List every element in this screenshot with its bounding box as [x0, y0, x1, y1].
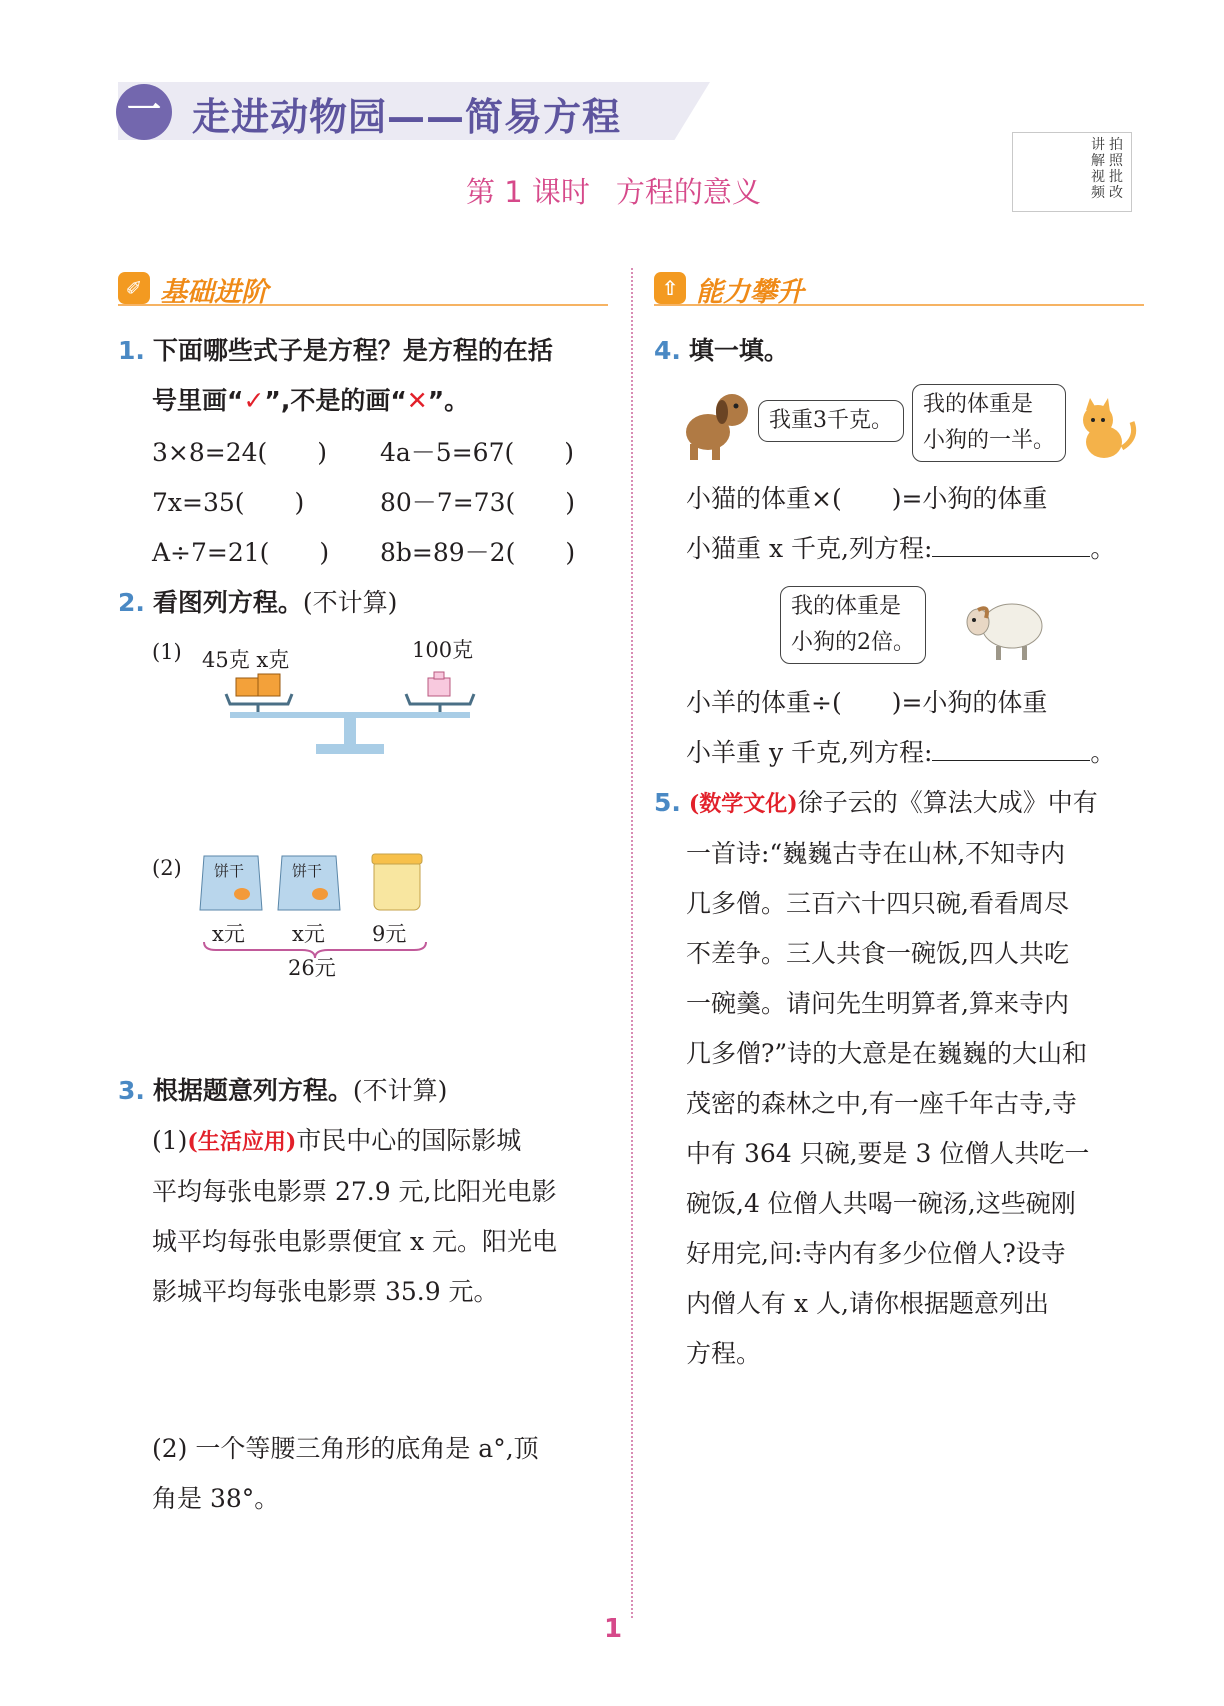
unit-title: 走进动物园——简易方程 [192, 95, 622, 139]
life-application-tag: (生活应用) [187, 1129, 297, 1155]
section-underline [654, 304, 1144, 306]
dog-speech-bubble: 我重3千克。 [758, 400, 904, 442]
sheep-icon [962, 594, 1046, 664]
question-4: 4. 填一填。 [654, 336, 789, 365]
q1-prompt-line1: 下面哪些式子是方程？是方程的在括 [152, 336, 553, 365]
check-mark-icon: ✓ [243, 386, 265, 415]
q1-item: 80－7=73( ) [380, 488, 575, 517]
column-divider [631, 268, 633, 1618]
section-title-basic: 基础进阶 [160, 277, 268, 308]
question-1 [118, 326, 618, 426]
runner-icon: ✐ [118, 272, 150, 304]
q1-item: A÷7=21( ) [152, 538, 330, 567]
total-label: 26元 [288, 956, 336, 980]
unit-number-badge: 一 [116, 84, 172, 140]
bag-label: 饼干 [292, 862, 323, 880]
cross-mark-icon: ✕ [406, 386, 428, 415]
answer-blank[interactable] [932, 530, 1090, 557]
q1-prompt-line2: 号里画“✓”,不是的画“✕”。 [152, 386, 470, 415]
page-number: 1 [604, 1614, 623, 1644]
climb-icon: ⇧ [654, 272, 686, 304]
bag-label: 饼干 [214, 862, 245, 880]
q3-part1: (1)(生活应用)市民中心的国际影城 平均每张电影票 27.9 元,比阳光电影 城平均每张电影票便宜 x 元。阳光电 影城平均每张电影票 35.9 元。 [152, 1126, 557, 1306]
price-label: x元 [212, 922, 245, 946]
question-2: 2. 看图列方程。(不计算) [118, 588, 398, 617]
math-culture-tag: (数学文化) [688, 791, 798, 817]
price-label: 9元 [372, 922, 407, 946]
dog-icon [678, 388, 754, 462]
answer-blank[interactable] [932, 734, 1090, 761]
qr-code-box[interactable] [1012, 132, 1132, 212]
balance-scale-illustration [220, 664, 480, 760]
q3-part2: (2) 一个等腰三角形的底角是 a°,顶 角是 38°。 [152, 1434, 539, 1513]
question-5: 5. (数学文化)徐子云的《算法大成》中有 一首诗:“巍巍古寺在山林,不知寺内 几多僧。三百六十四只碗,看看周尽 不差争。三人共食一碗饭,四人共吃 一碗羹。请问先生明算者,算来寺内 几多僧?”诗的大意是在巍巍的大山和 茂密的森林之中,有一座千年古寺,寺 中有 364 只碗,要是 3 位僧人共吃一 碗饭,4 位僧人共喝一碗汤,这些碗刚 好用完,问:寺内有多少位僧人?设寺 内僧人有 x 人,请你根据题意列出 方程。 [654, 788, 1098, 1368]
q2-part1-label: (1) [152, 640, 182, 664]
balance-right-label: 100克 [412, 638, 474, 662]
cat-speech-bubble: 我的体重是 小狗的一半。 [912, 384, 1066, 462]
q4-line4: 小羊重 y 千克,列方程: 。 [686, 728, 1115, 778]
q1-item: 3×8=24( ) [152, 438, 328, 467]
q1-item: 8b=89－2( ) [380, 538, 576, 567]
q4-line1: 小猫的体重×( )=小狗的体重 [686, 484, 1048, 513]
section-underline [118, 304, 608, 306]
lesson-name: 方程的意义 [615, 175, 761, 209]
price-label: x元 [292, 922, 325, 946]
q4-line2: 小猫重 x 千克,列方程: 。 [686, 524, 1115, 574]
balance-left-label: 45克 x克 [202, 648, 290, 672]
q1-item: 4a－5=67( ) [380, 438, 574, 467]
cat-icon [1074, 398, 1140, 462]
q2-part2-label: (2) [152, 856, 182, 880]
section-title-advanced: 能力攀升 [696, 277, 804, 308]
question-number: 1. [118, 336, 145, 365]
question-3: 3. 根据题意列方程。(不计算) [118, 1076, 448, 1105]
q4-line3: 小羊的体重÷( )=小狗的体重 [686, 688, 1048, 717]
q1-item: 7x=35( ) [152, 488, 305, 517]
lesson-title [466, 170, 787, 211]
sheep-speech-bubble: 我的体重是 小狗的2倍。 [780, 586, 926, 664]
lesson-number: 第 1 课时 [466, 175, 590, 209]
qr-caption: 讲 拍 解 照 视 批 频 改 [1091, 137, 1123, 201]
